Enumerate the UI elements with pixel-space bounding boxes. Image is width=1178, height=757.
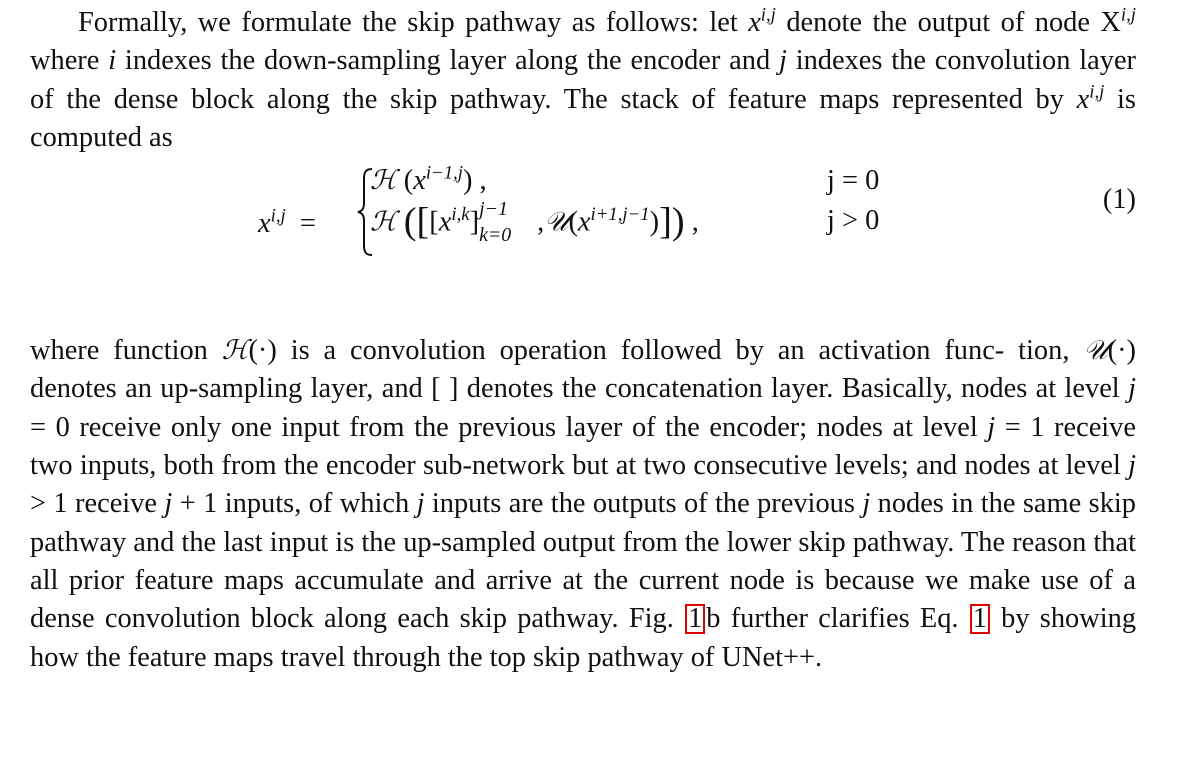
big-bracket: ]	[659, 200, 672, 243]
text-span: denotes an up-sampling layer, and [ ] denotes the concatenation layer.	[30, 373, 834, 405]
equation-reference-link[interactable]: 1	[970, 604, 990, 634]
comma: ,	[684, 206, 699, 238]
math-U: 𝒰	[544, 206, 569, 238]
math-i: i	[108, 45, 117, 77]
bracket: [	[429, 206, 439, 238]
equation-block	[30, 157, 1136, 332]
paren: ) ,	[462, 165, 487, 197]
paper-page	[30, 4, 1136, 677]
text-span: travel through the top skip pathway of UNet++.	[280, 641, 823, 673]
text-span: by showing how the feature maps	[30, 603, 1137, 673]
text-span: + 1	[172, 488, 218, 520]
math-U: 𝒰	[1083, 335, 1108, 367]
text-span: sub-network but at two consecutive levels; and nodes at level	[423, 450, 1129, 482]
math-H: ℋ	[370, 165, 397, 197]
text-span: current node is because we make use of a dense convolution block along each	[30, 564, 1136, 635]
equation-number: (1)	[1102, 184, 1136, 216]
text-span: stack of feature maps represented by	[620, 83, 1077, 115]
lower-index: k=0	[479, 224, 512, 247]
big-paren: )	[671, 200, 685, 243]
big-bracket: [	[416, 200, 430, 243]
text-span: where function	[30, 335, 222, 367]
math-j: j	[862, 488, 871, 520]
text-span: where	[30, 45, 109, 77]
text-span: Formally, we formulate the skip pathway as follows: let	[78, 7, 749, 38]
text-span: inputs, of which	[224, 488, 417, 520]
math-arg: (·)	[248, 335, 277, 367]
math-superscript: i,j	[1120, 4, 1136, 26]
math-superscript: i,j	[270, 205, 286, 227]
text-span: skip pathway. Fig.	[459, 603, 685, 635]
text-span: denote the output	[775, 7, 991, 38]
math-j: j	[1128, 450, 1137, 482]
math-x: x	[577, 206, 591, 238]
paren: (	[568, 206, 578, 238]
math-x: x	[438, 206, 452, 238]
condition-1: j = 0	[827, 165, 880, 197]
math-x: x	[748, 7, 761, 38]
math-superscript: i,j	[760, 4, 776, 26]
text-span: Basically, nodes at level	[841, 373, 1129, 405]
text-span: of the encoder; nodes at level	[631, 411, 988, 443]
text-span: pathway. The reason that all prior feature maps accumulate and arrive at the	[30, 526, 1136, 596]
text-span: is a convolution operation followed by an activation func-	[276, 335, 1005, 367]
math-j: j	[987, 411, 996, 443]
equation-case-2	[370, 198, 699, 247]
text-span: indexes the convolution layer of the dense block along the skip pathway. The	[30, 45, 1137, 115]
text-span: > 1 receive	[30, 488, 165, 520]
math-superscript: i,k	[451, 204, 470, 226]
text-span: is computed as	[30, 83, 1136, 153]
math-x: x	[258, 208, 271, 240]
text-span: skip pathway and the last input is the up-sampled output from the lower skip	[30, 488, 1136, 558]
condition-2: j > 0	[827, 205, 880, 237]
math-H: ℋ	[370, 206, 397, 238]
big-paren: (	[403, 200, 417, 243]
math-x: x	[413, 165, 426, 197]
paragraph-explanation	[30, 332, 1136, 677]
figure-reference-link[interactable]: 1	[685, 604, 705, 634]
math-j: j	[416, 488, 425, 520]
text-span: nodes in the same	[870, 488, 1082, 520]
text-span: tion,	[1018, 335, 1084, 367]
math-j: j	[1128, 373, 1136, 405]
text-span: b further clarifies Eq.	[706, 603, 969, 635]
math-H: ℋ	[221, 335, 249, 367]
bracket: ]	[469, 206, 480, 238]
math-arg: (·)	[1107, 335, 1136, 367]
math-node-X: X	[1100, 7, 1121, 38]
text-span: indexes the down-sampling layer along the encoder and	[116, 45, 779, 77]
index-range	[479, 198, 537, 247]
math-superscript: i+1,j−1	[590, 204, 650, 226]
math-j: j	[778, 45, 787, 77]
text-span: inputs are the outputs of the previous	[424, 488, 863, 520]
equals-sign: =	[292, 208, 316, 240]
equation-case-1	[370, 162, 487, 200]
text-span: = 0 receive only one input from the previous layer	[30, 411, 623, 443]
upper-index: j−1	[479, 198, 508, 221]
math-superscript: i−1,j	[425, 162, 463, 184]
text-span: = 1 receive two inputs, both from the encoder	[30, 411, 1136, 482]
comma: ,	[537, 206, 545, 238]
paragraph-intro	[30, 4, 1136, 157]
math-x: x	[1076, 83, 1090, 115]
paren: (	[403, 165, 414, 197]
equation-lhs	[258, 205, 316, 243]
math-superscript: i,j	[1089, 81, 1105, 103]
math-j: j	[164, 488, 173, 520]
paren: )	[649, 206, 660, 238]
text-span: of node	[1000, 7, 1101, 38]
